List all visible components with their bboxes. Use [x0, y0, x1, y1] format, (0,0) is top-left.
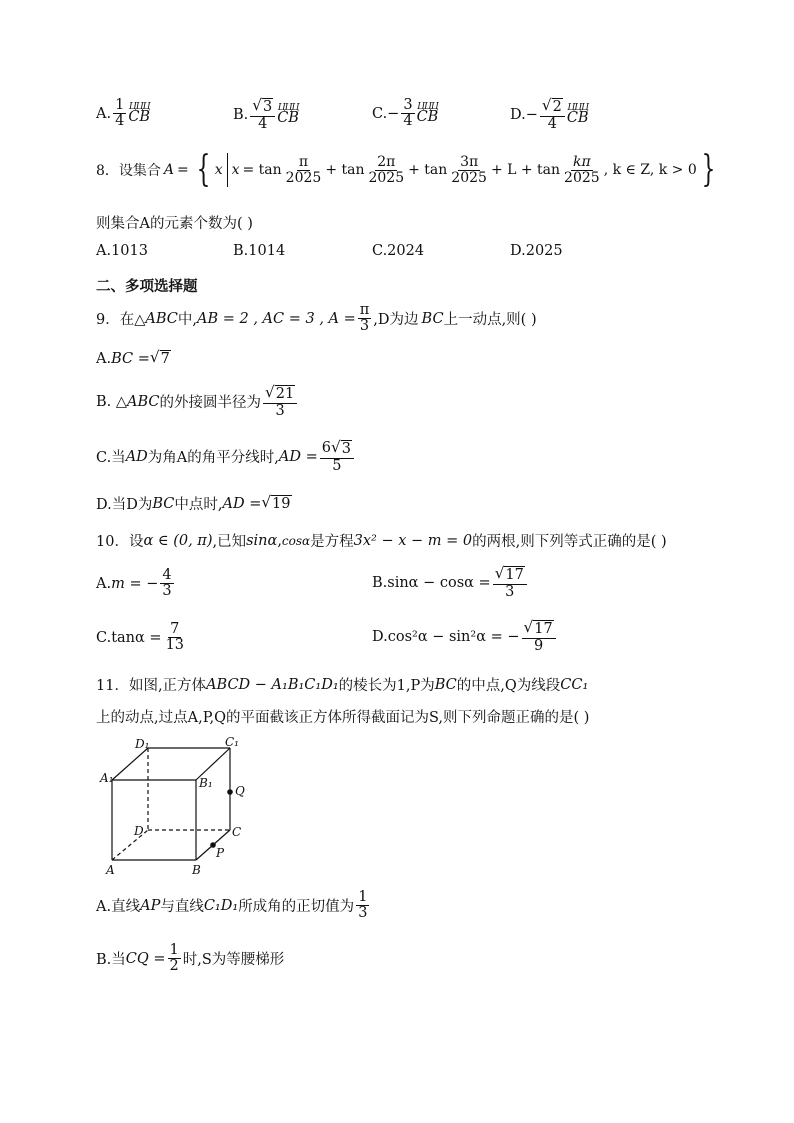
option-label: C.−: [372, 105, 400, 122]
q8-option-b: B.1014: [233, 243, 286, 259]
fraction: √ 17 9: [522, 620, 556, 654]
label-a1: A₁: [100, 771, 114, 785]
label-q: Q: [235, 784, 245, 798]
vector-cb: ЦЦЦ CB: [128, 102, 151, 126]
q11-option-a: A.直线 AP 与直线 C₁D₁ 所成角的正切值为 $\frac{1}{3}$: [96, 889, 368, 922]
option-label: D.−: [510, 106, 538, 123]
q9-stem: 9．在△ ABC 中, AB = 2 , AC = 3 , A = $\frac{\pi}{3}$ ,D为边 BC 上一动点,则( ): [96, 302, 537, 335]
q7-option-a: [96, 98, 150, 129]
fraction: √ 2 4: [540, 98, 565, 132]
q10-option-a: A. m = − $\frac{4}{3}$: [96, 567, 172, 600]
set-bar: [227, 153, 228, 187]
edge-a1d1: [112, 748, 148, 780]
fraction: $\frac{2\pi}{2025}$: [368, 153, 405, 186]
sqrt: √ 19: [261, 492, 291, 512]
fraction: √ 21 3: [263, 385, 297, 419]
fraction: $\frac{3}{4}$: [403, 97, 413, 130]
fraction: √ 17 3: [493, 566, 527, 600]
fraction: $\frac{4}{3}$: [162, 567, 172, 600]
label-c: C: [232, 825, 242, 839]
label-d: D: [134, 824, 144, 838]
sqrt: √ 7: [149, 348, 170, 367]
left-brace: {: [196, 149, 211, 190]
fraction: $\frac{1}{2}$: [169, 942, 179, 975]
fraction: $\frac{1}{3}$: [358, 889, 368, 922]
fraction: $\frac{1}{4}$: [115, 97, 125, 130]
option-label: B.: [233, 106, 249, 123]
q9-option-b: B. △ ABC 的外接圆半径为 √ 21 3: [96, 385, 299, 419]
cube-figure: [92, 734, 262, 880]
fraction: 6 √ 3 5: [320, 440, 354, 474]
q8-stem: 8．设集合 A = { x x = tan $\frac{\pi}{2025}$ + tan $\frac{2\pi}{2025}$ + tan $\frac{3\pi}{2025}$ + L + tan $\frac{k\pi}{2025}$ , k ∈ Z, k > 0 }: [96, 149, 716, 190]
point-q: [227, 789, 233, 795]
label-b1: B₁: [199, 776, 213, 790]
section-heading: 二、多项选择题: [96, 279, 198, 295]
vector-cb: ЦЦЦ CB: [566, 103, 589, 127]
fraction: √ 3 4: [250, 98, 275, 132]
fraction: $\frac{\pi}{3}$: [359, 302, 370, 335]
label-d1: D₁: [135, 737, 150, 751]
q10-option-c: C. tanα = $\frac{7}{13}$: [96, 621, 185, 654]
q11-option-b: B.当 CQ = $\frac{1}{2}$ 时,S为等腰梯形: [96, 942, 285, 975]
point-p: [210, 842, 216, 848]
fraction: $\frac{3\pi}{2025}$: [451, 153, 487, 186]
label-a: A: [106, 863, 115, 877]
q10-option-b: B. sinα − cosα = √ 17 3: [372, 566, 529, 600]
fraction: $\frac{k\pi}{2025}$: [564, 153, 600, 186]
right-brace: }: [701, 149, 716, 190]
q7-option-c: [372, 98, 438, 129]
q10-option-d: D. cos²α − sin²α = − √ 17 9: [372, 620, 558, 654]
fraction: $\frac{\pi}{2025}$: [285, 153, 322, 186]
q11-stem-line1: 11．如图,正方体 ABCD − A₁B₁C₁D₁ 的棱长为1,P为 BC 的中点,Q为线段 CC₁: [96, 676, 589, 694]
q9-option-c: C.当 AD 为角A的角平分线时, AD = 6 √ 3 5: [96, 440, 356, 474]
vector-cb: ЦЦЦ CB: [277, 103, 299, 127]
vector-cb: ЦЦЦ CB: [416, 102, 439, 126]
option-label: A.: [96, 105, 112, 122]
q8-option-c: C.2024: [372, 243, 425, 259]
q7-option-d: [510, 98, 589, 132]
q11-stem-line2: 上的动点,过点A,P,Q的平面截该正方体所得截面记为S,则下列命题正确的是( ): [96, 710, 590, 726]
q8-line2: 则集合A的元素个数为( ): [96, 216, 253, 232]
q10-stem: 10．设 α ∈ (0, π) ,已知 sinα , cosα 是方程 3x² − x − m = 0 的两根,则下列等式正确的是( ): [96, 532, 667, 550]
q8-option-a: A.1013: [96, 243, 148, 259]
q7-option-b: [233, 98, 299, 132]
label-p: P: [216, 846, 225, 860]
q8-option-d: D.2025: [510, 243, 563, 259]
q9-option-d: D.当D为 BC 中点时, AD = √ 19: [96, 492, 291, 513]
fraction: $\frac{7}{13}$: [165, 621, 185, 654]
q9-option-a: A. BC = √ 7: [96, 348, 170, 367]
label-c1: C₁: [225, 735, 239, 749]
label-b: B: [192, 863, 201, 877]
